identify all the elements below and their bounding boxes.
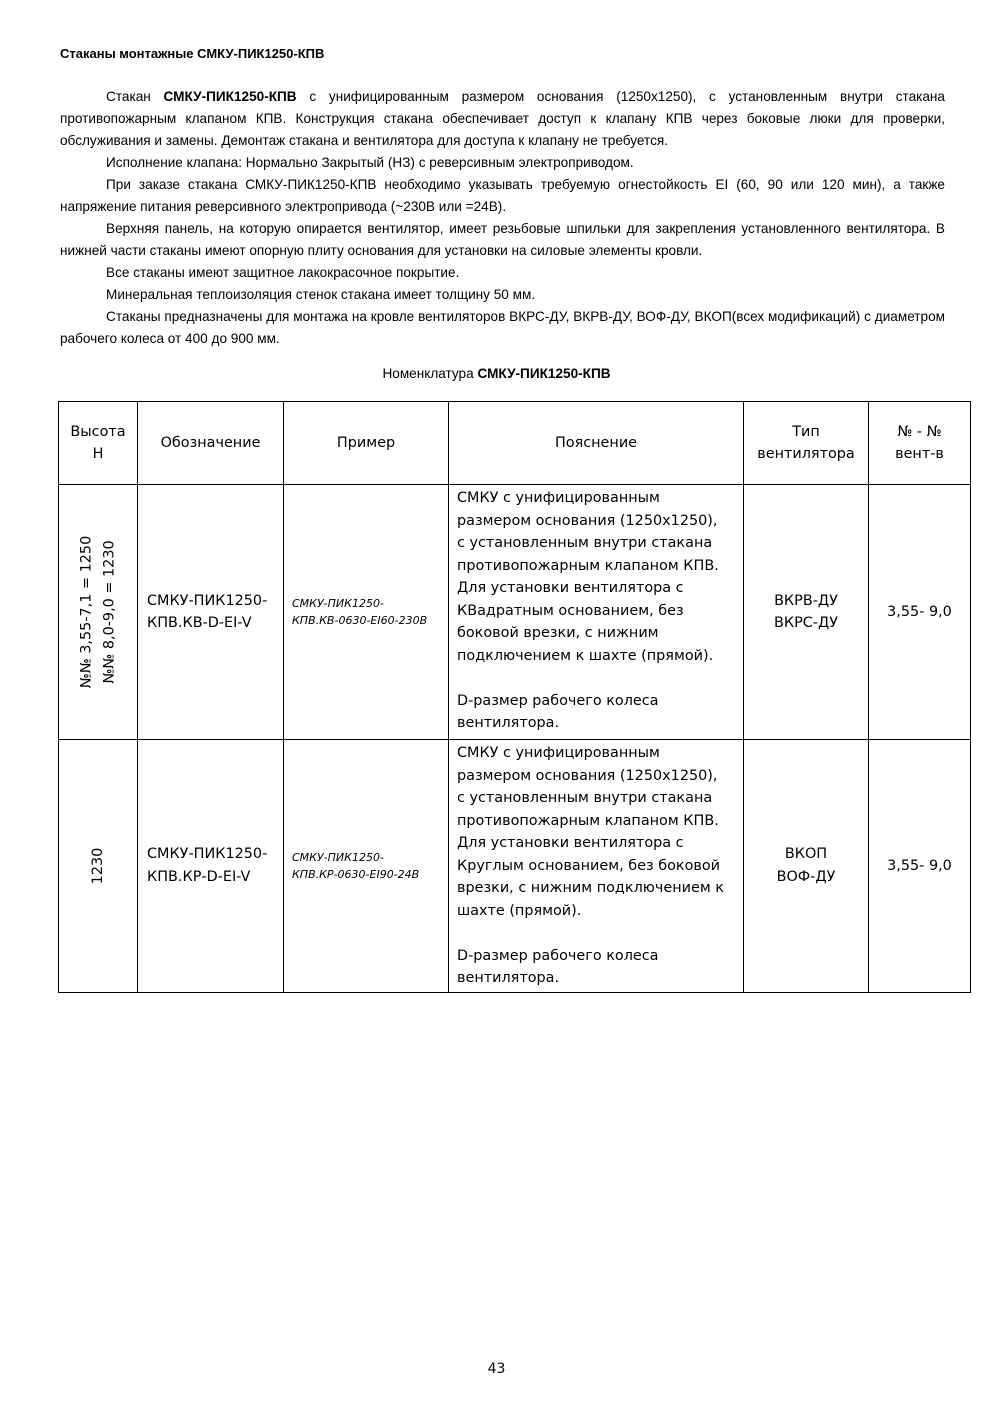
fan-type-cell: ВКРВ-ДУ ВКРС-ДУ: [744, 485, 869, 740]
height-cell: [59, 485, 138, 740]
paragraph-insulation: Минеральная теплоизоляция стенок стакана имеет толщину 50 мм.: [106, 287, 536, 302]
paragraph-order: При заказе стакана СМКУ-ПИК1250-КПВ необходимо указывать требуемую огнестойкость EI (60, 90 или 120 мин), а также напряжение питания реверсивного электропривода (~230В или =24В).: [60, 177, 945, 214]
header-fan-type: Тип вентилятора: [744, 402, 869, 485]
designation-cell: СМКУ-ПИК1250- КПВ.КР-D-EI-V: [138, 740, 284, 993]
header-designation: Обозначение: [138, 402, 284, 485]
table-caption: Номенклатура СМКУ-ПИК1250-КПВ: [382, 366, 611, 381]
header-example: Пример: [284, 402, 449, 485]
nomenclature-table: [58, 401, 971, 993]
designation-cell: СМКУ-ПИК1250- КПВ.КВ-D-EI-V: [138, 485, 284, 740]
paragraph-valve: Исполнение клапана: Нормально Закрытый (НЗ) с реверсивным электроприводом.: [106, 155, 634, 170]
example-cell: СМКУ-ПИК1250- КПВ.КВ-0630-EI60-230В: [284, 485, 449, 740]
paragraph-panel: Верхняя панель, на которую опирается вентилятор, имеет резьбовые шпильки для закрепления установленного вентилятора. В нижней части стаканы имеют опорную плиту основания для установки на силовые элементы кровли.: [60, 221, 945, 258]
paragraph-purpose: Стаканы предназначены для монтажа на кровле вентиляторов ВКРС-ДУ, ВКРВ-ДУ, ВОФ-ДУ, ВКОП(всех модификаций) с диаметром рабочего колеса от 400 до 900 мм.: [60, 309, 945, 346]
paragraph-intro: Стакан СМКУ-ПИК1250-КПВ с унифицированным размером основания (1250х1250), с установленным внутри стакана противопожарным клапаном КПВ. Конструкция стакана обеспечивает доступ к клапану КПВ через боковые люки для проверки, обслуживания и замены. Демонтаж стакана и вентилятора для доступа к клапану не требуется.: [60, 89, 945, 148]
header-explanation: Пояснение: [449, 402, 744, 485]
table-row: [59, 485, 971, 740]
table-header-row: [59, 402, 971, 485]
table-row: [59, 740, 971, 993]
explanation-cell: СМКУ с унифицированным размером основания (1250х1250), с установленным внутри стакана противопожарным клапаном КПВ. Для установки вентилятора с Круглым основанием, без боковой врезки, с нижним подключением к шахте (прямой). D-размер рабочего колеса вентилятора.: [449, 740, 744, 993]
product-name-bold: СМКУ-ПИК1250-КПВ: [163, 89, 297, 104]
fan-type-cell: ВКОП ВОФ-ДУ: [744, 740, 869, 993]
height-cell: [59, 740, 138, 993]
description-text: [60, 86, 945, 350]
header-numbers: № - № вент-в: [869, 402, 971, 485]
height-vertical-text: 1230: [89, 847, 106, 885]
page-number: 43: [487, 1361, 506, 1377]
paragraph-coating: Все стаканы имеют защитное лакокрасочное покрытие.: [106, 265, 460, 280]
explanation-cell: СМКУ с унифицированным размером основания (1250х1250), с установленным внутри стакана противопожарным клапаном КПВ. Для установки вентилятора с КВадратным основанием, без боковой врезки, с нижним подключением к шахте (прямой). D-размер рабочего колеса вентилятора.: [449, 485, 744, 740]
numbers-cell: 3,55- 9,0: [869, 485, 971, 740]
height-vertical-text: №№ 3,55-7,1 = 1250 №№ 8,0-9,0 = 1230: [78, 535, 117, 689]
example-cell: СМКУ-ПИК1250- КПВ.КР-0630-EI90-24В: [284, 740, 449, 993]
header-height: Высота Н: [59, 402, 138, 485]
numbers-cell: 3,55- 9,0: [869, 740, 971, 993]
page-title: Стаканы монтажные СМКУ-ПИК1250-КПВ: [60, 46, 325, 61]
